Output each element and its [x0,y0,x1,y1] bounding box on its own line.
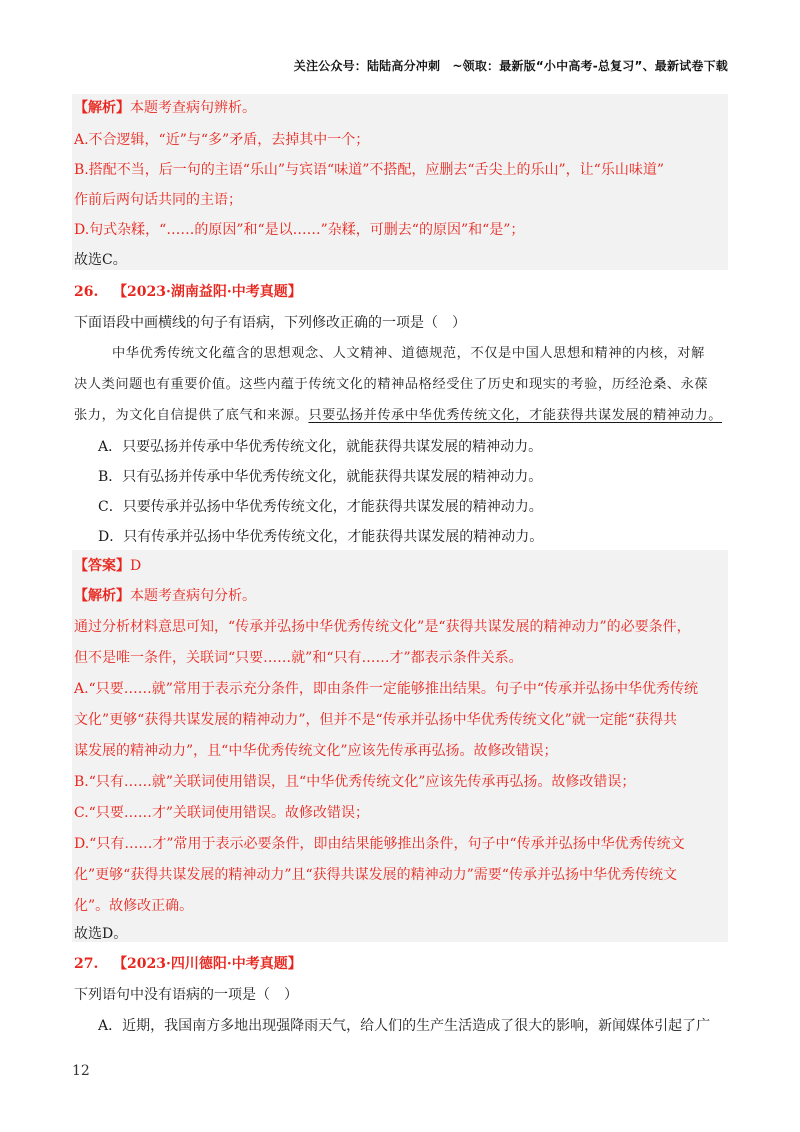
analysis-line: 通过分析材料意思可知，“传承并弘扬中华优秀传统文化”是“获得共谋发展的精神动力”的必要条件， [74,619,691,635]
option-a: A．只要弘扬并传承中华优秀传统文化，就能获得共谋发展的精神动力。 [98,439,543,455]
option-d: D．只有传承并弘扬中华优秀传统文化，才能获得共谋发展的精神动力。 [98,529,544,545]
analysis-line: 文化”更够“获得共谋发展的精神动力”，但并不是“传承并弘扬中华优秀传统文化”就一定能“获得共 [74,712,677,728]
passage-line: 决人类问题也有重要价值。这些内蕴于传统文化的精神品格经受住了历史和现实的考验，历经沧桑、永葆 [74,377,709,392]
analysis-line: 化”更够“获得共谋发展的精神动力”且“获得共谋发展的精神动力”需要“传承并弘扬中华优秀传统文 [74,867,677,883]
analysis-line: C.“只要……才”关联词使用错误。故修改错误； [74,805,369,821]
passage-text: 张力，为文化自信提供了底气和来源。 [74,408,309,423]
question-number: 26. [74,284,99,300]
question-heading [74,282,728,302]
analysis-line: D.“只有……才”常用于表示必要条件，即由结果能够推出条件，句子中“传承并弘扬中华优秀传统文 [74,836,685,852]
analysis-title-text: 本题考查病句辨析。 [130,100,256,116]
underlined-sentence: 只要弘扬并传承中华优秀传统文化，才能获得共谋发展的精神动力。 [308,408,723,423]
analysis-title [74,98,728,118]
analysis-tag: 【解析】 [74,588,130,604]
analysis-line: B.“只有……就”关联词使用错误，且“中华优秀传统文化”应该先传承再弘扬。故修改错误； [74,774,636,790]
page-number: 12 [72,1063,90,1079]
passage-line [74,406,728,426]
analysis-line: 化”。故修改正确。 [74,898,194,914]
answer-tag: 【答案】 [74,558,130,574]
analysis-line: 作前后两句话共同的主语； [74,192,242,208]
page-header: 关注公众号：陆陆高分冲刺 ~领取：最新版“小中高考-总复习”、最新试卷下载 [293,59,728,73]
option-b: B．只有弘扬并传承中华优秀传统文化，就能获得共谋发展的精神动力。 [98,469,543,485]
analysis-line: 谋发展的精神动力”，且“中华优秀传统文化”应该先传承再弘扬。故修改错误； [74,743,558,759]
analysis-title [74,586,728,606]
option-a: A．近期，我国南方多地出现强降雨天气，给人们的生产生活造成了很大的影响，新闻媒体引起了广 [98,1018,711,1034]
analysis-tag: 【解析】 [74,100,130,116]
answer-value: D [130,558,142,574]
question-stem: 下列语句中没有语病的一项是（ ） [74,987,298,1003]
passage-line: 中华优秀传统文化蕴含的思想观念、人文精神、道德规范，不仅是中国人思想和精神的内核，对解 [112,346,705,361]
option-c: C．只要传承并弘扬中华优秀传统文化，才能获得共谋发展的精神动力。 [98,499,543,515]
answer-line [74,556,728,576]
analysis-conclusion: 故选C。 [74,252,127,268]
analysis-line: B.搭配不当，后一句的主语“乐山”与宾语“味道”不搭配，应删去“舌尖上的乐山”，让“乐山味道” [74,162,664,178]
analysis-box-q25 [72,94,728,270]
question-stem: 下面语段中画横线的句子有语病，下列修改正确的一项是（ ） [74,315,466,331]
analysis-line: D.句式杂糅，“……的原因”和“是以……”杂糅，可删去“的原因”和“是”； [74,222,525,238]
analysis-line: A.不合逻辑，“近”与“多”矛盾，去掉其中一个； [74,132,370,148]
question-source: 【2023·四川德阳·中考真题】 [112,956,302,972]
question-number: 27. [74,956,99,972]
analysis-conclusion: 故选D。 [74,926,128,942]
question-heading [74,954,728,974]
analysis-line: A.“只要……就”常用于表示充分条件，即由条件一定能够推出结果。句子中“传承并弘扬中华优秀传统 [74,681,699,697]
question-source: 【2023·湖南益阳·中考真题】 [112,284,302,300]
analysis-title-text: 本题考查病句分析。 [130,588,256,604]
analysis-line: 但不是唯一条件，关联词“只要……就”和“只有……才”都表示条件关系。 [74,650,523,666]
